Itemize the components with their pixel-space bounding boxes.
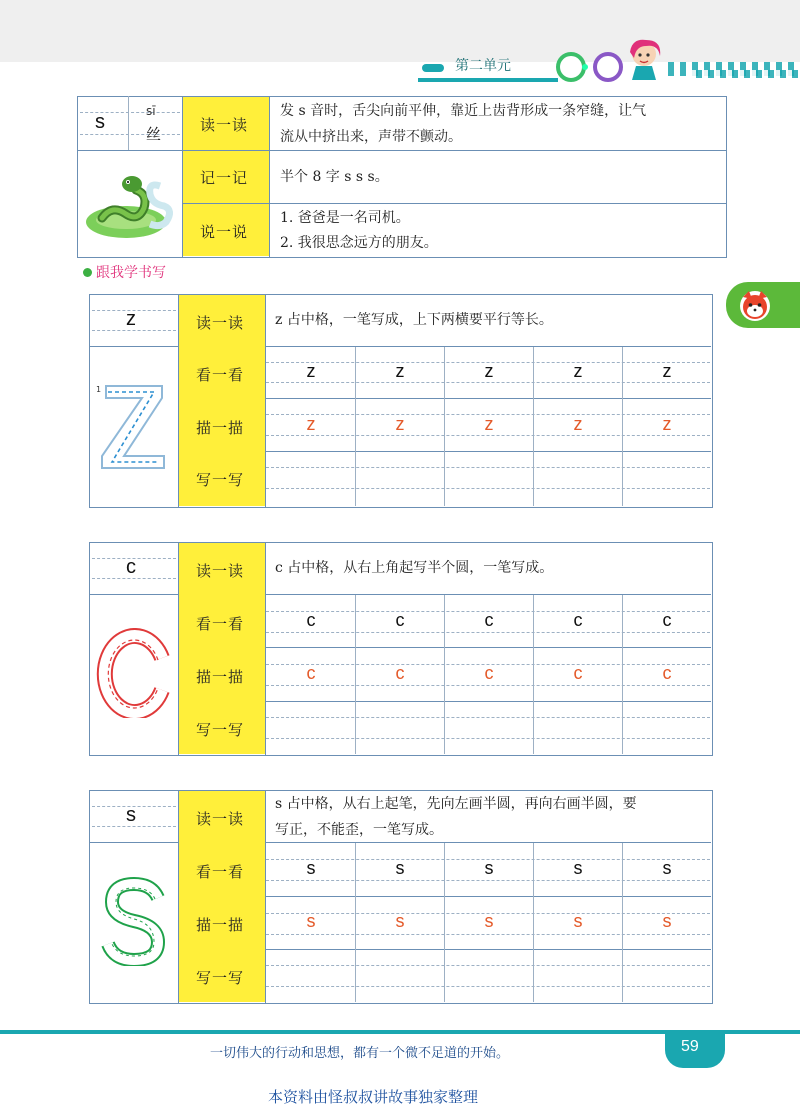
practice-letter: z bbox=[126, 308, 136, 330]
intro-remember-label: 记一记 bbox=[200, 169, 249, 187]
intro-read-label: 读一读 bbox=[200, 116, 249, 134]
write-area[interactable] bbox=[266, 452, 710, 506]
s-stroke-guide bbox=[98, 876, 170, 966]
intro-speak-text-1: 1. 爸爸是一名司机。 bbox=[280, 210, 410, 226]
guide-line bbox=[266, 880, 710, 881]
trace-sample[interactable]: s bbox=[395, 911, 405, 931]
trace-sample[interactable]: z bbox=[395, 414, 405, 434]
write-label: 写一写 bbox=[196, 969, 245, 987]
read-label: 读一读 bbox=[196, 810, 245, 828]
grid-line bbox=[77, 150, 183, 151]
trace-sample[interactable]: c bbox=[662, 663, 672, 683]
trace-sample[interactable]: z bbox=[573, 414, 583, 434]
snake-illustration bbox=[82, 160, 178, 250]
grid-line bbox=[266, 896, 711, 897]
look-sample: z bbox=[484, 361, 494, 381]
c-stroke-guide bbox=[96, 628, 170, 718]
guide-line bbox=[266, 382, 710, 383]
read-label: 读一读 bbox=[196, 314, 245, 332]
look-sample: c bbox=[484, 610, 494, 630]
z-stroke-guide bbox=[94, 378, 176, 474]
look-sample: z bbox=[662, 361, 672, 381]
intro-read-text-2: 流从中挤出来，声带不颤动。 bbox=[280, 129, 462, 145]
look-sample: z bbox=[306, 361, 316, 381]
intro-hanzi: 丝 bbox=[146, 125, 162, 143]
trace-sample[interactable]: c bbox=[306, 663, 316, 683]
intro-speak-text-2: 2. 我很思念远方的朋友。 bbox=[280, 235, 438, 251]
guide-line bbox=[80, 134, 180, 135]
checker-decoration bbox=[690, 70, 800, 78]
look-sample: c bbox=[662, 610, 672, 630]
look-sample: s bbox=[395, 858, 405, 878]
write-label: 写一写 bbox=[196, 721, 245, 739]
look-sample: s bbox=[573, 858, 583, 878]
guide-line bbox=[266, 435, 710, 436]
intro-speak-label: 说一说 bbox=[200, 223, 249, 241]
intro-remember-text: 半个 8 字 s s s。 bbox=[280, 169, 389, 185]
unit-arrow-decoration bbox=[422, 64, 444, 72]
guide-line bbox=[266, 934, 710, 935]
guide-line bbox=[266, 685, 710, 686]
trace-label: 描一描 bbox=[196, 419, 245, 437]
write-label: 写一写 bbox=[196, 471, 245, 489]
footer-motto: 一切伟大的行动和思想，都有一个微不足道的开始。 bbox=[210, 1046, 510, 1061]
trace-label: 描一描 bbox=[196, 916, 245, 934]
write-area[interactable] bbox=[266, 702, 710, 754]
look-sample: c bbox=[306, 610, 316, 630]
trace-sample[interactable]: z bbox=[484, 414, 494, 434]
trace-sample[interactable]: s bbox=[484, 911, 494, 931]
fox-face-icon bbox=[737, 287, 773, 323]
trace-sample[interactable]: z bbox=[306, 414, 316, 434]
trace-sample[interactable]: z bbox=[662, 414, 672, 434]
cartoon-girl-icon bbox=[622, 36, 670, 80]
section-title: 跟我学书写 bbox=[96, 265, 166, 281]
purple-ring-icon bbox=[593, 52, 623, 82]
dot-decoration bbox=[582, 64, 588, 70]
practice-letter: c bbox=[126, 556, 136, 578]
look-sample: s bbox=[662, 858, 672, 878]
grid-line bbox=[269, 96, 270, 257]
read-label: 读一读 bbox=[196, 562, 245, 580]
trace-label: 描一描 bbox=[196, 668, 245, 686]
look-sample: s bbox=[306, 858, 316, 878]
header-band bbox=[0, 0, 800, 62]
trace-sample[interactable]: c bbox=[395, 663, 405, 683]
practice-letter: s bbox=[126, 804, 136, 826]
intro-letter: s bbox=[95, 111, 105, 133]
trace-sample[interactable]: s bbox=[306, 911, 316, 931]
look-label: 看一看 bbox=[196, 366, 245, 384]
source-note: 本资料由怪叔叔讲故事独家整理 bbox=[268, 1088, 479, 1106]
look-sample: s bbox=[484, 858, 494, 878]
look-sample: c bbox=[573, 610, 583, 630]
look-sample: c bbox=[395, 610, 405, 630]
svg-text:1: 1 bbox=[96, 385, 102, 394]
grid-line bbox=[128, 96, 129, 150]
trace-sample[interactable]: c bbox=[573, 663, 583, 683]
unit-title: 第二单元 bbox=[455, 57, 511, 73]
look-label: 看一看 bbox=[196, 615, 245, 633]
guide-line bbox=[266, 632, 710, 633]
grid-line bbox=[89, 842, 179, 843]
trace-sample[interactable]: s bbox=[662, 911, 672, 931]
read-text-1: s 占中格，从右上起笔，先向左画半圆，再向右画半圆，要 bbox=[275, 796, 637, 812]
intro-pinyin: sī bbox=[146, 104, 156, 118]
read-text: c 占中格，从右上角起写半个圆，一笔写成。 bbox=[275, 560, 554, 576]
intro-read-text-1: 发 s 音时，舌尖向前平伸，靠近上齿背形成一条窄缝，让气 bbox=[280, 103, 647, 119]
look-label: 看一看 bbox=[196, 863, 245, 881]
look-sample: z bbox=[395, 361, 405, 381]
read-text-2: 写正，不能歪，一笔写成。 bbox=[275, 822, 443, 838]
look-sample: z bbox=[573, 361, 583, 381]
write-area[interactable] bbox=[266, 950, 710, 1002]
page-number: 59 bbox=[681, 1038, 699, 1055]
read-text: z 占中格，一笔写成，上下两横要平行等长。 bbox=[275, 312, 553, 328]
trace-sample[interactable]: s bbox=[573, 911, 583, 931]
section-bullet-icon bbox=[83, 268, 92, 277]
trace-sample[interactable]: c bbox=[484, 663, 494, 683]
